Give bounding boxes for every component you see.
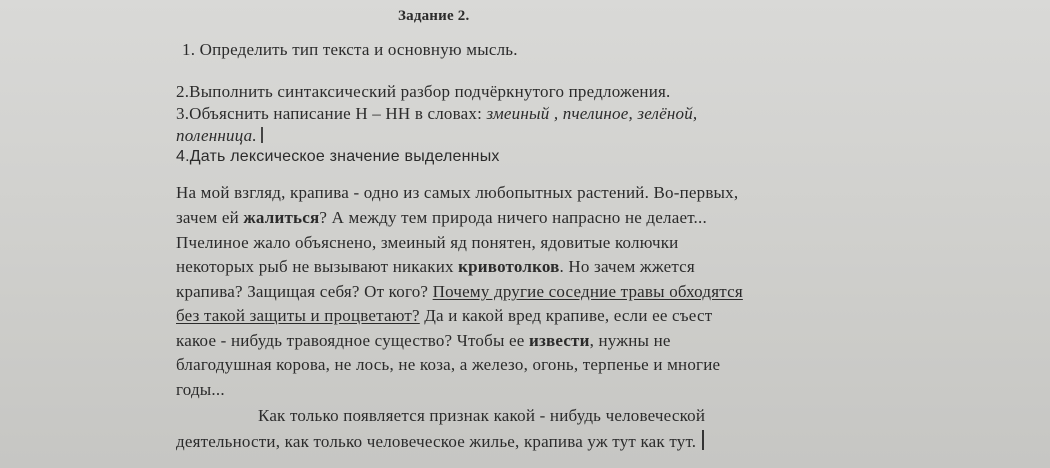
text-fragment: ? А между тем природа ничего напрасно не делает... bbox=[319, 208, 707, 227]
underlined-sentence-end: без такой защиты и процветают? bbox=[176, 306, 420, 325]
task-3-words-2: поленница. bbox=[176, 126, 257, 145]
text-fragment: . Но зачем жжется bbox=[559, 257, 695, 276]
text-cursor-icon bbox=[261, 127, 263, 143]
text-cursor-icon bbox=[702, 430, 704, 450]
text-line-3: Пчелиное жало объяснено, змеиный яд понятен, ядовитые колючки bbox=[176, 233, 679, 252]
text-line-2 bbox=[176, 208, 707, 228]
assignment-title: Задание 2. bbox=[398, 8, 470, 24]
text-line-4 bbox=[176, 257, 695, 277]
text-line-8: благодушная корова, не лось, не коза, а железо, огонь, терпенье и многие bbox=[176, 355, 721, 374]
text-fragment: , нужны не bbox=[589, 331, 671, 350]
text-fragment: Да и какой вред крапиве, если ее съест bbox=[419, 306, 713, 325]
text-fragment: некоторых рыб не вызывают никаких bbox=[176, 257, 459, 276]
task-3-prefix: 3.Объяснить написание Н – НН в словах: bbox=[176, 104, 482, 123]
task-3 bbox=[176, 104, 697, 124]
task-3-continuation bbox=[176, 126, 263, 146]
text-line-7 bbox=[176, 331, 671, 351]
task-3-words: змеиный , пчелиное, зелёной, bbox=[486, 104, 698, 123]
text-fragment: зачем ей bbox=[176, 208, 244, 227]
text-line-6 bbox=[176, 306, 712, 326]
highlighted-word: извести bbox=[528, 331, 590, 350]
text-fragment: крапива? Защищая себя? От кого? bbox=[176, 282, 433, 301]
task-2: 2.Выполнить синтаксический разбор подчёркнутого предложения. bbox=[176, 82, 671, 101]
text-line-1: На мой взгляд, крапива - одно из самых любопытных растений. Во-первых, bbox=[176, 183, 739, 202]
task-4: 4.Дать лексическое значение выделенных bbox=[176, 148, 500, 165]
text-line-10: Как только появляется признак какой - нибудь человеческой bbox=[258, 406, 706, 425]
text-line-5 bbox=[176, 282, 743, 302]
underlined-sentence: Почему другие соседние травы обходятся bbox=[432, 282, 743, 301]
highlighted-word: жалиться bbox=[243, 208, 320, 227]
text-fragment: какое - нибудь травоядное существо? Чтобы ее bbox=[176, 331, 529, 350]
text-line-11 bbox=[176, 430, 704, 452]
text-line-9: годы... bbox=[176, 380, 225, 399]
text-fragment: деятельности, как только человеческое жилье, крапива уж тут как тут. bbox=[176, 432, 697, 451]
document-page bbox=[140, 0, 1040, 468]
highlighted-word: кривотолков bbox=[458, 257, 560, 276]
task-1: 1. Определить тип текста и основную мысль. bbox=[182, 40, 518, 59]
